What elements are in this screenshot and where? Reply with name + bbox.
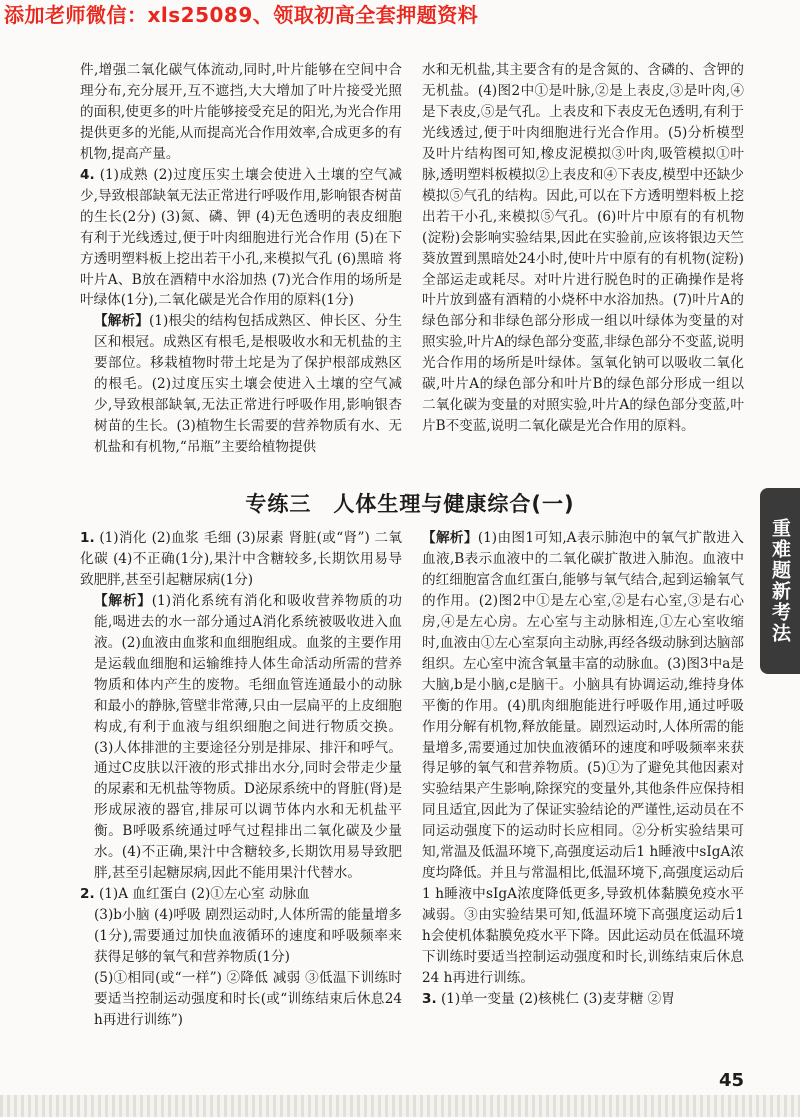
analysis-block (422, 528, 744, 989)
answer-text: (1)消化 (2)血浆 毛细 (3)尿素 肾脏(或“肾”) 二氧化碳 (4)不正确(1分),果汁中含糖较多,长期饮用易导致肥胖,甚至引起糖尿病(1分) (80, 530, 402, 588)
answer-text: (1)单一变量 (2)核桃仁 (3)麦芽糖 ②胃 (440, 990, 675, 1007)
analysis-text: (1)根尖的结构包括成熟区、伸长区、分生区和根冠。成熟区有根毛,是根吸收水和无机盐的主要部位。移栽植物时带土坨是为了保护根部成熟区的根毛。(2)过度压实土壤会使进入土壤的空气减少,导致根部缺氧,无法正常进行呼吸作用,影响银杏树苗的生长。(3)植物生长需要的营养物质有水、无机盐和有机物,“吊瓶”主要给植物提供 (94, 313, 402, 456)
question-4 (80, 165, 402, 458)
promo-banner: 添加老师微信：xls25089、领取初高全套押题资料 (4, 3, 479, 27)
top-right-column (422, 60, 744, 437)
side-tab: 重难题新考法 (760, 488, 800, 674)
section-title: 专练三 人体生理与健康综合(一) (245, 492, 575, 516)
question-number: 1. (80, 530, 95, 546)
analysis-text: (1)消化系统有消化和吸收营养物质的功能,喝进去的水一部分通过A消化系统被吸收进入血液。(2)血液由血浆和血细胞组成。血浆的主要作用是运载血细胞和运输维持人体生命活动所需的营养物质和体内产生的废物。毛细血管连通最小的动脉和最小的静脉,管壁非常薄,只由一层扁平的上皮细胞构成,有利于血液与组织细胞之间进行物质交换。(3)人体排泄的主要途径分别是排尿、排汗和呼气。通过C皮肤以汗液的形式排出水分,同时会带走少量的尿素和无机盐等物质。D泌尿系统中的肾脏(肾)是形成尿液的器官,排尿可以调节体内水和无机盐平衡。B呼吸系统通过呼气过程排出二氧化碳及少量水。(4)不正确,果汁中含糖较多,长期饮用易导致肥胖,甚至引起糖尿病,因此不能用果汁代替水。 (94, 592, 402, 882)
analysis-tag: 【解析】 (422, 530, 478, 546)
question-1 (80, 528, 402, 884)
paragraph: 水和无机盐,其主要含有的是含氮的、含磷的、含钾的无机盐。(4)图2中①是叶脉,②是上表皮,③是叶肉,④是下表皮,⑤是气孔。上表皮和下表皮无色透明,有利于光线透过,便于叶肉细胞进行光合作用。(5)分析模型及叶片结构图可知,橡皮泥模拟③叶肉,吸管模拟①叶脉,透明塑料板模拟②上表皮和④下表皮,模型中还缺少模拟⑤气孔的结构。因此,可以在下方透明塑料板上挖出若干小孔,来模拟⑤气孔。(6)叶片中原有的有机物(淀粉)会影响实验结果,因此在实验前,应该将银边天竺葵放置到黑暗处24小时,使叶片中原有的有机物(淀粉)全部运走或耗尽。对叶片进行脱色时的正确操作是将叶片放到盛有酒精的小烧杯中水浴加热。(7)叶片A的绿色部分和非绿色部分形成一组以叶绿体为变量的对照实验,叶片A的绿色部分变蓝,非绿色部分不变蓝,说明光合作用的场所是叶绿体。氢氧化钠可以吸收二氧化碳,叶片A的绿色部分和叶片B的绿色部分形成一组以二氧化碳为变量的对照实验,叶片A的绿色部分变蓝,叶片B不变蓝,说明二氧化碳是光合作用的原料。 (422, 62, 744, 435)
question-number: 2. (80, 886, 95, 903)
page-number: 45 (718, 1070, 744, 1091)
question-2 (80, 884, 402, 1031)
bottom-right-column (422, 528, 744, 1010)
analysis-text: (1)由图1可知,A表示肺泡中的氧气扩散进入血液,B表示血液中的二氧化碳扩散进入肺泡。血液中的红细胞富含血红蛋白,能够与氧气结合,起到运输氧气的作用。(2)图2中①是左心室,②是右心室,③是右心房,④是左心房。左心室与主动脉相连,①左心室收缩时,血液由①左心室泵向主动脉,再经各级动脉到达脑部组织。左心室中流含氧量丰富的动脉血。(3)图3中a是大脑,b是小脑,c是脑干。小脑具有协调运动,维持身体平衡的作用。(4)肌肉细胞能进行呼吸作用,通过呼吸作用分解有机物,释放能量。剧烈运动时,人体所需的能量增多,需要通过加快血液循环的速度和呼吸频率来获得足够的氧气和营养物质。(5)①为了避免其他因素对实验结果产生影响,除探究的变量外,其他条件应保持相同且适宜,因此为了保证实验结论的严谨性,运动员在不同运动强度下的运动时长应相同。②分析实验结果可知,常温及低温环境下,高强度运动后1 h睡液中sIgA浓度均降低。并且与常温相比,低温环境下,高强度运动后1 h睡液中sIgA浓度降低更多,导致机体黏膜免疫水平减弱。③由实验结果可知,低温环境下高强度运动后1 h会使机体黏膜免疫水平下降。因此运动员在低温环境下训练时要适当控制运动强度和时长,训练结束后休息24 h再进行训练。 (422, 530, 744, 987)
analysis-block (80, 591, 402, 884)
bottom-left-column (80, 528, 402, 1031)
analysis-tag: 【解析】 (94, 313, 149, 330)
answer-text: (3)b小脑 (4)呼吸 剧烈运动时,人体所需的能量增多(1分),需要通过加快血液循环的速度和呼吸频率来获得足够的氧气和营养物质(1分) (94, 907, 402, 966)
question-number: 4. (80, 166, 95, 183)
analysis-tag: 【解析】 (94, 592, 152, 609)
answer-text: (5)①相同(或“一样”) ②降低 减弱 ③低温下训练时要适当控制运动强度和时长(或“训练结束后休息24 h再进行训练”) (94, 970, 402, 1028)
question-number: 3. (422, 990, 437, 1007)
top-left-column (80, 60, 402, 458)
answer-text: (1)成熟 (2)过度压实土壤会使进入土壤的空气减少,导致根部缺氧无法正常进行呼吸作用,影响银杏树苗的生长(2分) (3)氮、磷、钾 (4)无色透明的表皮细胞有利于光线透过,便于叶肉细胞进行光合作用 (5)在下方透明塑料板上挖出若干小孔,来模拟气孔 (6)黑暗 将叶片A、B放在酒精中水浴加热 (7)光合作用的场所是叶绿体(1分),二氧化碳是光合作用的原料(1分) (80, 166, 402, 309)
paragraph: 件,增强二氧化碳气体流动,同时,叶片能够在空间中合理分布,充分展开,互不遮挡,大大增加了叶片接受光照的面积,使更多的叶片能够接受充足的阳光,为光合作用提供更多的光能,从而提高光合作用效率,合成更多的有机物,提高产量。 (80, 62, 402, 162)
answer-text: (1)A 血红蛋白 (2)①左心室 动脉血 (98, 886, 310, 903)
question-3 (422, 989, 744, 1010)
analysis-block (80, 311, 402, 458)
bottom-decoration (0, 1095, 800, 1117)
